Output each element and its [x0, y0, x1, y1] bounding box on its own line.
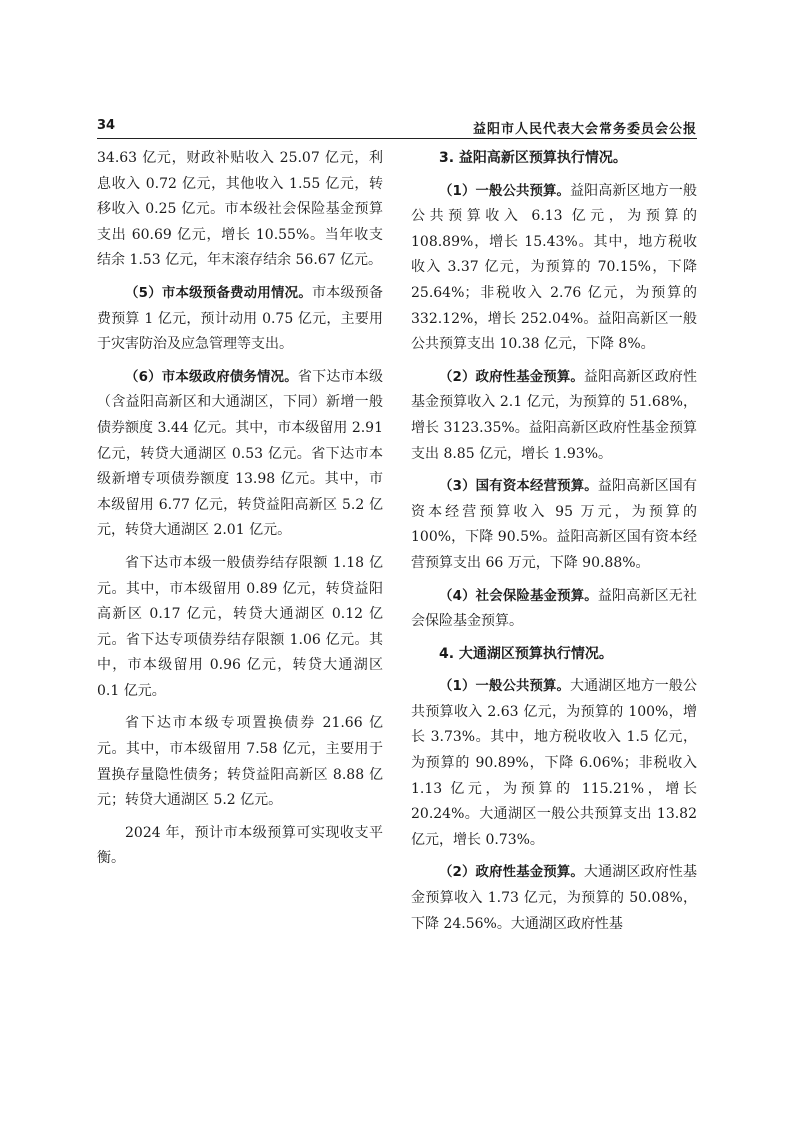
subheading-fund-budget: （2）政府性基金预算。: [439, 865, 584, 881]
paragraph-datonghu-fund-budget: [411, 860, 697, 937]
header-rule: [97, 138, 697, 139]
paragraph-body: 市本级预备费预算 1 亿元，预计动用 0.75 亿元，主要用于灾害防治及应急管理等支出。: [97, 284, 383, 353]
paragraph-hightech-state-capital: [411, 474, 697, 576]
paragraph-balance-forecast: 2024 年，预计市本级预算可实现收支平衡。: [97, 824, 383, 867]
paragraph-government-debt: [97, 365, 383, 544]
page-number: 34: [97, 118, 116, 133]
subheading-reserve-fund: （5）市本级预备费动用情况。: [125, 285, 312, 301]
paragraph-body: 益阳高新区政府性基金预算收入 2.1 亿元，为预算的 51.68%，增长 3123.35%。益阳高新区政府性基金预算支出 8.85 亿元，增长 1.93%。: [411, 368, 697, 462]
paragraph-body: 大通湖区地方一般公共预算收入 2.63 亿元，为预算的 100%，增长 3.73%。其中，地方税收收入 1.5 亿元，为预算的 90.89%，下降 6.06%；非税收入 1.13 亿元，为预算的 115.21%，增长 20.24%。大通湖区一般公共预算支出 13.82 亿元，增长 0.73%。: [411, 678, 697, 848]
paragraph-hightech-general-budget: [411, 179, 697, 358]
subheading-government-debt: （6）市本级政府债务情况。: [125, 369, 298, 385]
paragraph-general-bond-balance: 省下达市本级一般债券结存限额 1.18 亿元。其中，市本级留用 0.89 亿元，转贷益阳高新区 0.17 亿元，转贷大通湖区 0.12 亿元。省下达专项债券结存限额 1.06 亿元。其中，市本级留用 0.96 亿元，转贷大通湖区 0.1 亿元。: [97, 554, 383, 699]
paragraph-body: 省下达市本级（含益阳高新区和大通湖区，下同）新增一般债券额度 3.44 亿元。其中，市本级留用 2.91 亿元，转贷大通湖区 0.53 亿元。省下达市本级新增专项债券额度 13.98 亿元。其中，市本级留用 6.77 亿元，转贷益阳高新区 5.2 亿元，转贷大通湖区 2.01 亿元。: [97, 368, 383, 539]
left-column: [97, 146, 383, 879]
paragraph-continued: 34.63 亿元，财政补贴收入 25.07 亿元，利息收入 0.72 亿元，其他收入 1.55 亿元，转移收入 0.25 亿元。市本级社会保险基金预算支出 60.69 亿元，增长 10.55%。当年收支结余 1.53 亿元，年末滚存结余 56.67 亿元。: [97, 150, 383, 269]
section-title-hightech-zone: 3. 益阳高新区预算执行情况。: [439, 150, 627, 166]
right-column: [411, 146, 697, 944]
paragraph-hightech-social-insurance: [411, 584, 697, 635]
page-header: [97, 118, 697, 137]
journal-title: 益阳市人民代表大会常务委员会公报: [472, 122, 697, 137]
subheading-social-insurance: （4）社会保险基金预算。: [439, 588, 598, 604]
paragraph-body: 益阳高新区无社会保险基金预算。: [411, 587, 697, 630]
paragraph-datonghu-general-budget: [411, 674, 697, 853]
subheading-fund-budget: （2）政府性基金预算。: [439, 369, 584, 385]
paragraph-reserve-fund: [97, 281, 383, 358]
subheading-general-budget: （1）一般公共预算。: [439, 183, 571, 199]
section-title-datonghu: 4. 大通湖区预算执行情况。: [439, 645, 613, 662]
paragraph-body: 益阳高新区国有资本经营预算收入 95 万元，为预算的 100%，下降 90.5%。益阳高新区国有资本经营预算支出 66 万元，下降 90.88%。: [411, 478, 697, 571]
paragraph-body: 大通湖区政府性基金预算收入 1.73 亿元，为预算的 50.08%，下降 24.56%。大通湖区政府性基: [411, 864, 697, 932]
subheading-general-budget: （1）一般公共预算。: [439, 679, 571, 695]
paragraph-replacement-bond: 省下达市本级专项置换债券 21.66 亿元。其中，市本级留用 7.58 亿元，主要用于置换存量隐性债务；转贷益阳高新区 8.88 亿元；转贷大通湖区 5.2 亿元。: [97, 715, 383, 809]
subheading-state-capital: （3）国有资本经营预算。: [439, 479, 598, 495]
paragraph-hightech-fund-budget: [411, 365, 697, 467]
paragraph-body: 益阳高新区地方一般公共预算收入 6.13 亿元，为预算的 108.89%，增长 15.43%。其中，地方税收收入 3.37 亿元，为预算的 70.15%，下降 25.64%；非税收入 2.76 亿元，为预算的 332.12%，增长 252.04%。益阳高新区一般公共预算支出 10.38 亿元，下降 8%。: [411, 182, 697, 353]
